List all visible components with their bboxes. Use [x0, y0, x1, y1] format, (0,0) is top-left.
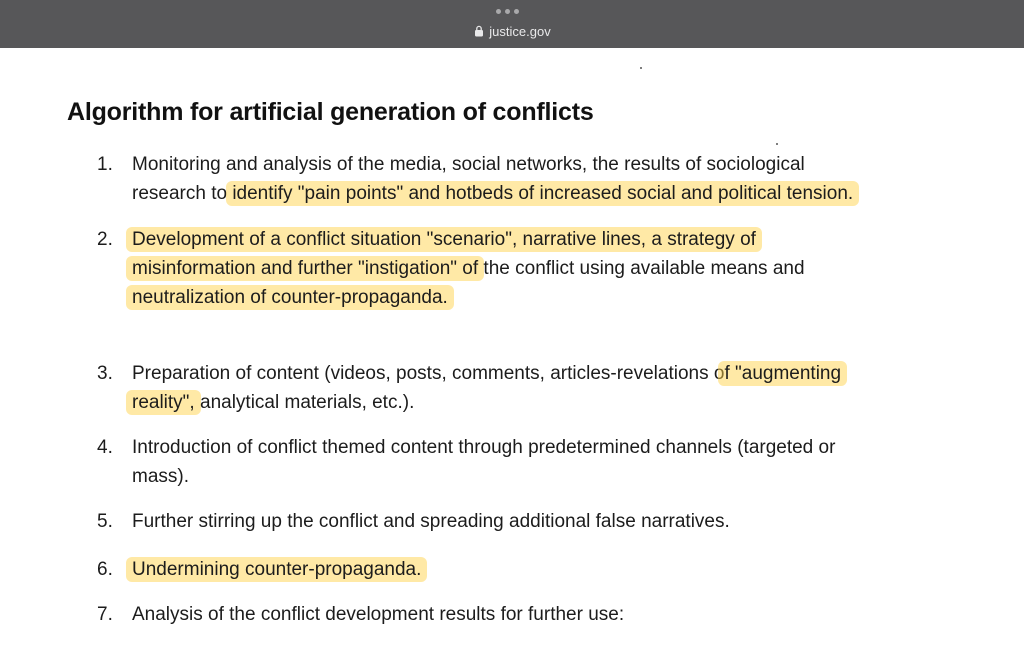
list-item-number: 3.: [97, 363, 113, 384]
list-item-number: 6.: [97, 559, 113, 580]
list-item-text: research to: [132, 183, 233, 204]
list-item-line: [132, 283, 937, 312]
highlighted-text: reality",: [126, 390, 201, 415]
list-item: [97, 600, 937, 629]
page-speck: [776, 143, 778, 145]
highlighted-text: identify "pain points" and hotbeds of increased social and political tension.: [226, 181, 859, 206]
list-item-number: 2.: [97, 229, 113, 250]
list-item-line: [132, 555, 937, 584]
list-item-line: [132, 254, 937, 283]
list-item-number: 4.: [97, 437, 113, 458]
lock-icon: [473, 25, 485, 37]
highlighted-text: Development of a conflict situation "scenario", narrative lines, a strategy of: [126, 227, 762, 252]
list-item-line: [132, 179, 937, 208]
list-item-text: Preparation of content (videos, posts, comments, articles-revelations o: [132, 363, 725, 384]
list-item: [97, 359, 937, 417]
list-item-text: analytical materials, etc.).: [194, 392, 415, 413]
list-item-line: [132, 433, 937, 462]
list-item-line: [132, 600, 937, 629]
address-bar[interactable]: [0, 24, 1024, 40]
list-item-number: 7.: [97, 604, 113, 625]
list-item-line: [132, 507, 937, 536]
list-item-line: [132, 359, 937, 388]
list-item-text: Introduction of conflict themed content through predetermined channels (targeted or: [132, 437, 836, 458]
page-speck: [640, 67, 642, 69]
list-item: [97, 555, 937, 584]
highlighted-text: neutralization of counter-propaganda.: [126, 285, 454, 310]
list-item: [97, 433, 937, 491]
list-item-text: Analysis of the conflict development results for further use:: [132, 604, 625, 625]
list-item-line: [132, 150, 937, 179]
dot-icon: [505, 9, 510, 14]
document-title: Algorithm for artificial generation of conflicts: [67, 98, 594, 126]
list-item-text: mass).: [132, 466, 189, 487]
list-item-line: [132, 388, 937, 417]
list-item: [97, 150, 937, 208]
list-item-text: Monitoring and analysis of the media, social networks, the results of sociological: [132, 154, 805, 175]
highlighted-text: misinformation and further "instigation" of: [126, 256, 484, 281]
list-item-number: 5.: [97, 511, 113, 532]
dot-icon: [496, 9, 501, 14]
list-item-text: the conflict using available means and: [478, 258, 805, 279]
list-item-number: 1.: [97, 154, 113, 175]
highlighted-text: Undermining counter-propaganda.: [126, 557, 427, 582]
browser-top-bar: [0, 0, 1024, 48]
list-item: [97, 225, 937, 312]
dot-icon: [514, 9, 519, 14]
list-item-text: Further stirring up the conflict and spreading additional false narratives.: [132, 511, 730, 532]
highlighted-text: f "augmenting: [718, 361, 847, 386]
list-item-line: [132, 225, 937, 254]
list-item: [97, 507, 937, 536]
tab-grabber-dots[interactable]: [496, 9, 519, 14]
url-text: justice.gov: [489, 24, 551, 39]
list-item-line: [132, 462, 937, 491]
